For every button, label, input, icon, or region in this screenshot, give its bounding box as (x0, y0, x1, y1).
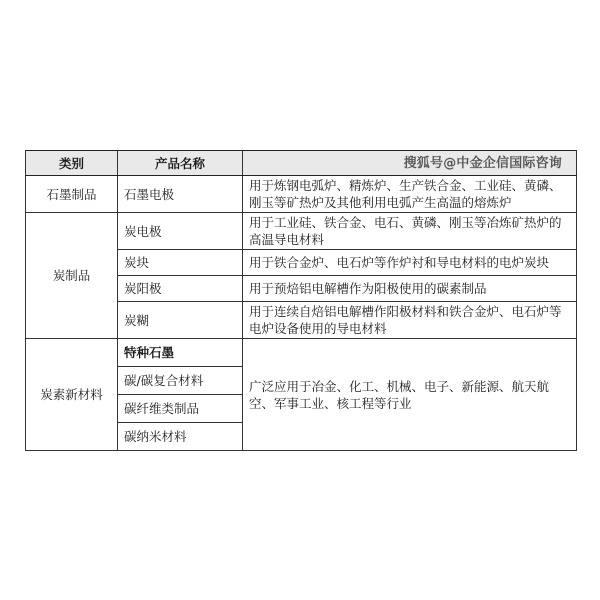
product-name-cell: 炭块 (118, 250, 243, 276)
product-name-cell: 炭阳极 (118, 276, 243, 302)
table-row (26, 176, 577, 213)
usage-cell: 用于工业硅、铁合金、电石、黄磷、刚玉等冶炼矿热炉的高温导电材料 (243, 213, 577, 250)
product-name-cell: 炭电极 (118, 213, 243, 250)
product-name-cell: 碳纤维类制品 (118, 395, 243, 423)
usage-cell: 广泛应用于冶金、化工、机械、电子、新能源、航天航空、军事工业、核工程等行业 (243, 339, 577, 451)
product-category-table (25, 150, 577, 451)
table-header-row (26, 151, 577, 176)
usage-cell: 用于预焙铝电解槽作为阳极使用的碳素制品 (243, 276, 577, 302)
usage-cell: 用于铁合金炉、电石炉等作炉衬和导电材料的电炉炭块 (243, 250, 577, 276)
product-name-cell: 石墨电极 (118, 176, 243, 213)
category-cell: 石墨制品 (26, 176, 118, 213)
header-product-name: 产品名称 (118, 151, 243, 176)
category-cell: 炭素新材料 (26, 339, 118, 451)
header-category: 类别 (26, 151, 118, 176)
header-usage (243, 151, 577, 176)
product-name-cell: 碳纳米材料 (118, 423, 243, 451)
category-cell: 炭制品 (26, 213, 118, 339)
usage-cell: 用于炼钢电弧炉、精炼炉、生产铁合金、工业硅、黄磷、刚玉等矿热炉及其他利用电弧产生高温的熔炼炉 (243, 176, 577, 213)
watermark-text: 搜狐号@中金企信国际咨询 (403, 156, 562, 171)
product-name-cell: 碳/碳复合材料 (118, 367, 243, 395)
product-name-cell: 炭糊 (118, 302, 243, 339)
product-name-cell: 特种石墨 (118, 339, 243, 367)
table-row (26, 213, 577, 250)
usage-cell: 用于连续自焙铝电解槽作阳极材料和铁合金炉、电石炉等电炉设备使用的导电材料 (243, 302, 577, 339)
table-row (26, 339, 577, 367)
